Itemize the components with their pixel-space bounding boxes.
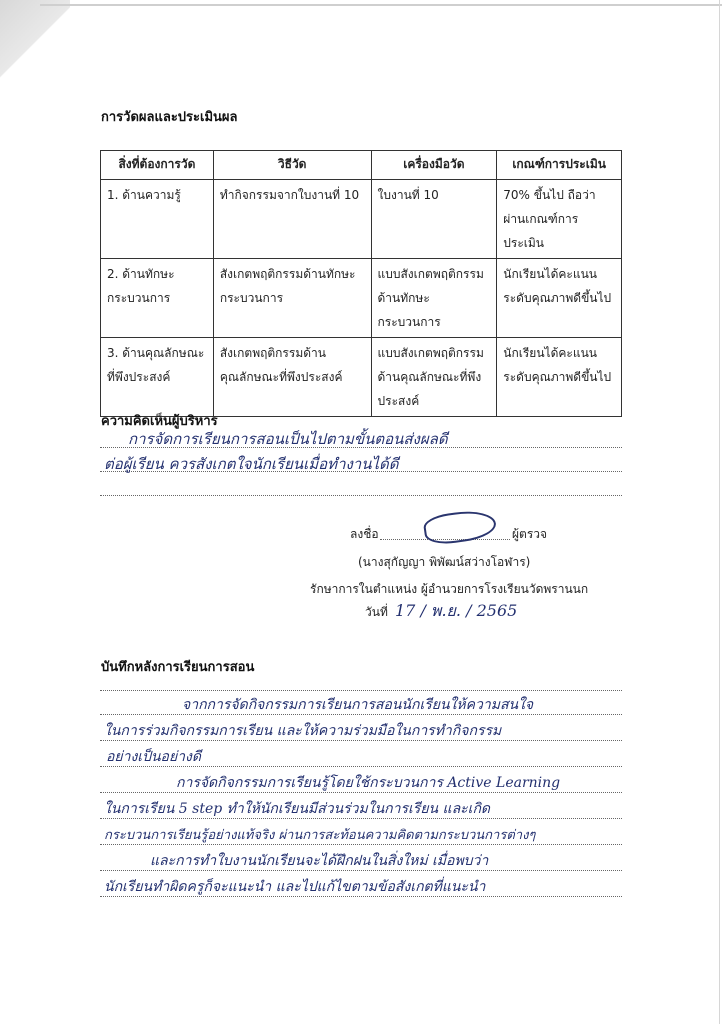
- evaluation-table: [100, 150, 622, 417]
- scan-right-edge: [719, 0, 720, 1024]
- signer-name: (นางสุกัญญา พิพัฒน์สว่างโอฬาร): [358, 555, 531, 569]
- signed-date: 17 / พ.ย. / 2565: [395, 601, 518, 620]
- table-header-row: [101, 151, 622, 180]
- scan-top-edge: [40, 4, 722, 6]
- sign-label: ลงชื่อ: [350, 527, 379, 541]
- table-cell: 3. ด้านคุณลักษณะที่พึงประสงค์: [101, 338, 214, 417]
- scan-corner-fold: [0, 0, 70, 100]
- table-cell: นักเรียนได้คะแนนระดับคุณภาพดีขึ้นไป: [497, 338, 622, 417]
- notes-title: บันทึกหลังการเรียนการสอน: [101, 660, 255, 675]
- table-row: [101, 259, 622, 338]
- eval-section-title: การวัดผลและประเมินผล: [101, 110, 238, 125]
- table-cell: สังเกตพฤติกรรมด้านคุณลักษณะที่พึงประสงค์: [213, 338, 371, 417]
- table-header: สิ่งที่ต้องการวัด: [101, 151, 214, 180]
- table-header: วิธีวัด: [213, 151, 371, 180]
- table-header: เครื่องมือวัด: [371, 151, 497, 180]
- notes-line: อย่างเป็นอย่างดี: [106, 749, 201, 765]
- table-row: [101, 180, 622, 259]
- signer-position: รักษาการในตำแหน่ง ผู้อำนวยการโรงเรียนวัดพรานนก: [310, 582, 589, 596]
- dotted-line: [100, 495, 622, 496]
- table-cell: สังเกตพฤติกรรมด้านทักษะกระบวนการ: [213, 259, 371, 338]
- table-cell: ใบงานที่ 10: [371, 180, 497, 259]
- notes-line: กระบวนการเรียนรู้อย่างแท้จริง ผ่านการสะท้อนความคิดตามกระบวนการต่างๆ: [104, 828, 536, 843]
- table-cell: 2. ด้านทักษะกระบวนการ: [101, 259, 214, 338]
- table-cell: แบบสังเกตพฤติกรรมด้านทักษะกระบวนการ: [371, 259, 497, 338]
- table-cell: แบบสังเกตพฤติกรรมด้านคุณลักษณะที่พึงประสงค์: [371, 338, 497, 417]
- notes-line: ในการร่วมกิจกรรมการเรียน และให้ความร่วมมือในการทำกิจกรรม: [104, 723, 502, 739]
- table-cell: ทำกิจกรรมจากใบงานที่ 10: [213, 180, 371, 259]
- table-row: [101, 338, 622, 417]
- reviewer-role-label: ผู้ตรวจ: [512, 527, 548, 541]
- handwritten-signature-mark: [422, 507, 497, 547]
- table-cell: นักเรียนได้คะแนนระดับคุณภาพดีขึ้นไป: [497, 259, 622, 338]
- dotted-line: [100, 690, 622, 691]
- admin-comment-line: การจัดการเรียนการสอนเป็นไปตามขั้นตอนส่งผลดี: [128, 430, 448, 448]
- admin-comment-title: ความคิดเห็นผู้บริหาร: [101, 414, 218, 429]
- date-label: วันที่: [365, 605, 388, 619]
- table-header: เกณฑ์การประเมิน: [497, 151, 622, 180]
- notes-line: การจัดกิจกรรมการเรียนรู้โดยใช้กระบวนการ Active Learning: [176, 775, 561, 791]
- notes-line: ในการเรียน 5 step ทำให้นักเรียนมีส่วนร่วมในการเรียน และเกิด: [104, 801, 491, 817]
- table-cell: 1. ด้านความรู้: [101, 180, 214, 259]
- admin-comment-line: ต่อผู้เรียน ควรสังเกตใจนักเรียนเมื่อทำงานได้ดี: [104, 455, 399, 473]
- table-cell: 70% ขึ้นไป ถือว่าผ่านเกณฑ์การประเมิน: [497, 180, 622, 259]
- notes-line: จากการจัดกิจกรรมการเรียนการสอนนักเรียนให้ความสนใจ: [182, 697, 534, 713]
- notes-line: นักเรียนทำผิดครูก็จะแนะนำ และไปแก้ไขตามข้อสังเกตที่แนะนำ: [104, 879, 486, 895]
- notes-line: และการทำใบงานนักเรียนจะได้ฝึกฝนในสิ่งใหม่ เมื่อพบว่า: [150, 853, 489, 869]
